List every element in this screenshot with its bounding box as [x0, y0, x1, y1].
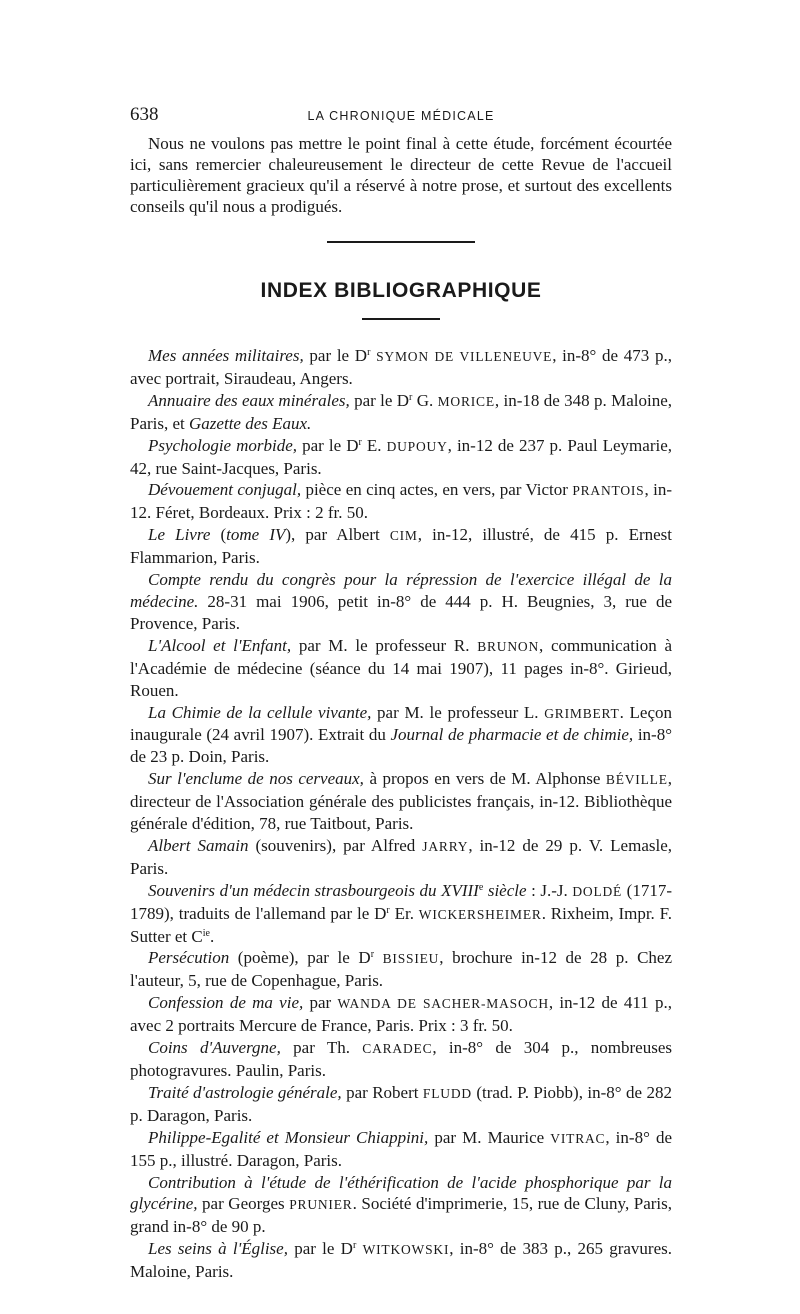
entry-text: , in-8° de 155 p., illustré. Daragon, Paris.	[130, 1127, 672, 1170]
entry-title-text: Philippe-Egalité et Monsieur Chiappini,	[148, 1127, 429, 1147]
page-header	[130, 104, 672, 128]
entry-text: 28-31 mai 1906, petit in-8° de 444 p. H. Beugnies, 3, rue de Provence, Paris.	[130, 591, 672, 633]
entry-superscript: e	[478, 881, 484, 893]
bibliography-entry	[130, 1037, 672, 1082]
entry-title-text: Gazette des Eaux.	[189, 413, 312, 433]
entry-text: , in-12. Féret, Bordeaux. Prix : 2 fr. 50.	[130, 480, 672, 523]
entry-text: , in-8° de 383 p., 265 gravures. Maloine, Paris.	[130, 1239, 672, 1282]
bibliography-entry	[130, 992, 672, 1037]
entry-title-text: Dévouement conjugal,	[148, 480, 302, 500]
bibliography-entry	[130, 524, 672, 569]
entry-text: G.	[412, 390, 438, 410]
entry-title-text: Le Livre	[148, 525, 211, 545]
bibliography-entry	[130, 702, 672, 769]
entry-title-text: Journal de pharmacie et de chimie,	[390, 725, 634, 745]
entry-title-text: La Chimie de la cellule vivante,	[148, 702, 372, 722]
entry-text: par	[303, 993, 338, 1013]
entry-text: par Georges	[197, 1194, 290, 1214]
entry-text: par le D	[303, 346, 368, 365]
entry-author-name: JARRY	[422, 838, 469, 854]
entry-text: , in-12 de 411 p., avec 2 portraits Mercure de France, Paris. Prix : 3 fr. 50.	[130, 993, 672, 1036]
entry-text: par M. le professeur R.	[291, 635, 478, 655]
intro-paragraph-block	[130, 133, 672, 217]
entry-author-name: DOLDÉ	[572, 883, 623, 899]
entry-text: pièce en cinq actes, en vers, par Victor	[301, 480, 573, 500]
running-head: LA CHRONIQUE MÉDICALE	[307, 109, 495, 123]
entry-text: par le D	[297, 435, 359, 455]
entry-text: , in-12 de 237 p. Paul Leymarie, 42, rue Saint-Jacques, Paris.	[130, 435, 672, 478]
entry-text: in-8° de 23 p. Doin, Paris.	[130, 725, 673, 767]
entry-text: (1717-1789), traduits de l'allemand par le D	[130, 880, 672, 923]
entry-title-text: Annuaire des eaux minérales,	[148, 390, 350, 410]
entry-author-name: BRUNON	[477, 638, 539, 654]
entry-superscript: r	[352, 1240, 357, 1252]
bibliography-entry	[130, 390, 672, 435]
entry-text: E.	[361, 435, 387, 455]
entry-title-text: Compte rendu du congrès pour la répression de l'exercice illégal de la médecine.	[130, 570, 672, 611]
entry-text: (souvenirs), par Alfred	[248, 835, 423, 855]
entry-text: (poème), par le D	[229, 948, 371, 968]
entry-text: , in-12 de 29 p. V. Lemasle, Paris.	[130, 835, 672, 878]
entry-title-text: Albert Samain	[148, 835, 249, 855]
entry-author-name: WITKOWSKI	[362, 1242, 450, 1258]
entry-text: (	[210, 525, 227, 545]
entry-author-name: WANDA DE SACHER-MASOCH	[337, 996, 549, 1012]
section-divider-bottom	[362, 318, 440, 320]
entry-author-name: DUPOUY	[386, 438, 448, 454]
entry-author-name: SYMON DE VILLENEUVE	[376, 349, 553, 364]
intro-paragraph: Nous ne voulons pas mettre le point final à cette étude, forcément écourtée ici, sans remercier chaleureusement le directeur de cette Revue de l'accueil particulièrement gracieux qu'il a réservé à notre prose, et surtout des excellents conseils qu'il nous a prodigués.	[130, 134, 672, 216]
entry-author-name: FLUDD	[422, 1085, 472, 1101]
entry-text: par le D	[349, 390, 410, 410]
entry-superscript: r	[409, 391, 413, 403]
entry-text: .	[209, 926, 215, 946]
entry-text: , in-8° de 304 p., nombreuses photogravures. Paulin, Paris.	[130, 1038, 672, 1080]
entry-text: par M. le professeur L.	[371, 702, 545, 722]
entry-title-text: L'Alcool et l'Enfant,	[148, 635, 292, 655]
entry-title-text: Mes années militaires,	[148, 346, 304, 365]
entry-superscript: r	[367, 347, 371, 358]
entry-text: . Société d'imprimerie, 15, rue de Cluny, Paris, grand in-8° de 90 p.	[130, 1194, 673, 1237]
entry-title-text: Persécution	[148, 948, 230, 968]
entry-text: , in-12, illustré, de 415 p. Ernest Flammarion, Paris.	[130, 525, 672, 568]
entry-text: , directeur de l'Association générale des publicistes français, in-12. Bibliothèque générale d'édition, 78, rue Taitbout, Paris.	[130, 769, 672, 834]
entry-text	[374, 948, 383, 967]
entry-text: , in-8° de 473 p., avec portrait, Siraudeau, Angers.	[130, 346, 672, 388]
bibliography-entry	[130, 1238, 672, 1283]
bibliography-entry	[130, 880, 672, 948]
entry-title-text: Traité d'astrologie générale,	[148, 1082, 342, 1102]
bibliography-entry	[130, 1172, 672, 1239]
entry-text: . Leçon inaugurale (24 avril 1907). Extrait du	[130, 702, 672, 745]
entry-author-name: CARADEC	[362, 1041, 433, 1057]
bibliography-list	[130, 345, 672, 1283]
entry-title-text: Psychologie morbide,	[148, 435, 298, 455]
bibliography-entry	[130, 947, 672, 992]
entry-text: , in-18 de 348 p. Maloine, Paris, et	[130, 390, 672, 433]
entry-text: : J.-J.	[526, 880, 573, 900]
bibliography-entry	[130, 435, 672, 480]
bibliography-entry	[130, 479, 672, 524]
entry-text: , brochure in-12 de 28 p. Chez l'auteur, 5, rue de Copenhague, Paris.	[130, 948, 673, 991]
entry-author-name: BÉVILLE	[605, 772, 668, 788]
entry-title-text: Confession de ma vie,	[148, 993, 304, 1013]
entry-author-name: MORICE	[437, 393, 495, 409]
page-number: 638	[130, 104, 159, 125]
entry-author-name: PRANTOIS	[572, 483, 645, 499]
entry-title-text: Coins d'Auvergne,	[148, 1038, 281, 1058]
entry-text: par M. Maurice	[428, 1127, 551, 1147]
entry-superscript: ie	[202, 927, 210, 939]
bibliography-entry	[130, 768, 672, 835]
section-divider-top	[327, 241, 475, 243]
entry-title-text: tome IV	[226, 525, 286, 545]
entry-author-name: WICKERSHEIMER	[418, 906, 542, 922]
entry-text: par Th.	[280, 1038, 363, 1058]
bibliography-entry	[130, 345, 672, 390]
entry-text: . Rixheim, Impr. F. Sutter et C	[130, 903, 673, 946]
bibliography-entry	[130, 569, 672, 635]
entry-author-name: BISSIEU	[382, 951, 440, 967]
entry-title-text: Souvenirs d'un médecin strasbourgeois du XVIII	[148, 880, 479, 900]
section-title: INDEX BIBLIOGRAPHIQUE	[260, 279, 542, 302]
entry-superscript: r	[386, 904, 390, 916]
bibliography-entry	[130, 1082, 672, 1127]
bibliography-entry	[130, 1127, 672, 1172]
entry-text: par le D	[287, 1239, 353, 1259]
bibliography-entry	[130, 635, 672, 702]
entry-title-text: siècle	[483, 880, 527, 900]
entry-author-name: CIM	[389, 528, 418, 544]
entry-author-name: VITRAC	[550, 1130, 606, 1146]
entry-text: ), par Albert	[285, 525, 390, 545]
entry-superscript: r	[358, 436, 362, 448]
entry-text: Er.	[389, 903, 419, 923]
entry-title-text: Les seins à l'Église,	[148, 1239, 288, 1259]
bibliography-entry	[130, 835, 672, 880]
entry-text: , communication à l'Académie de médecine (séance du 14 mai 1907), 11 pages in-8°. Girieud, Rouen.	[130, 635, 672, 700]
entry-author-name: GRIMBERT	[544, 705, 620, 721]
entry-title-text: Contribution à l'étude de l'éthérification de l'acide phosphorique par la glycérine,	[130, 1172, 672, 1214]
entry-author-name: PRUNIER	[289, 1197, 353, 1213]
entry-text: par Robert	[341, 1082, 423, 1102]
entry-superscript: r	[370, 949, 375, 961]
entry-text: à propos en vers de M. Alphonse	[363, 769, 606, 789]
entry-title-text: Sur l'enclume de nos cerveaux,	[148, 769, 364, 789]
entry-text: (trad. P. Piobb), in-8° de 282 p. Daragon, Paris.	[130, 1082, 672, 1125]
